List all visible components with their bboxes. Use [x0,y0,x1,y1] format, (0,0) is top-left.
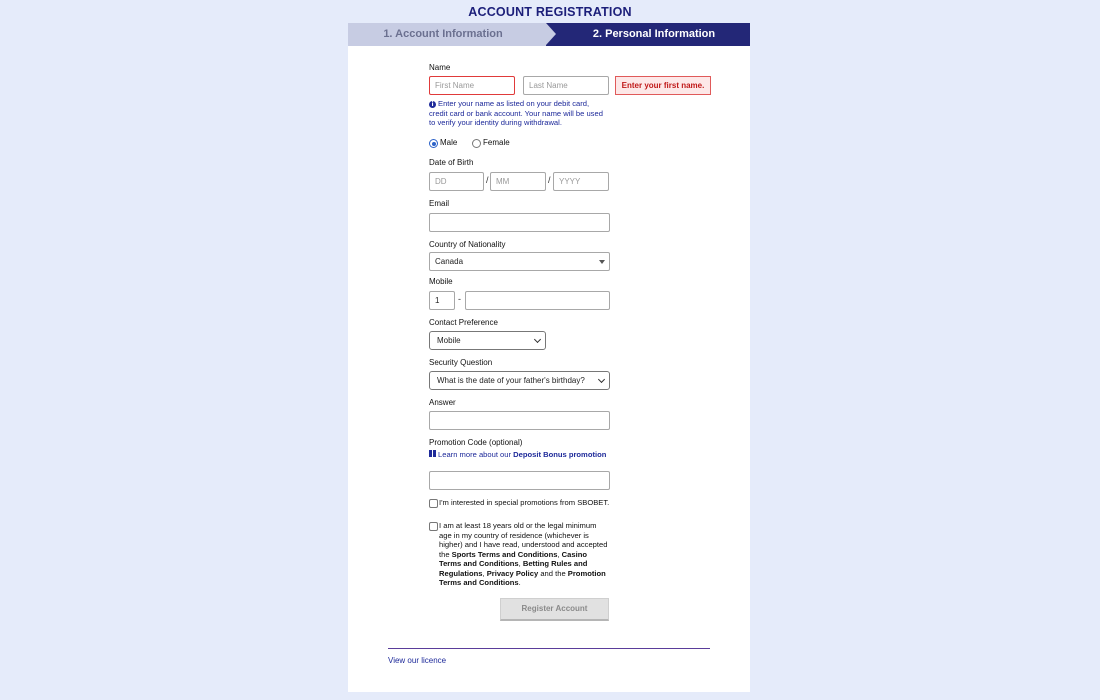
last-name-input[interactable]: Last Name [523,76,609,95]
promotion-terms-link[interactable]: Promotion Terms and Conditions [439,568,606,587]
dob-day-input[interactable]: DD [429,172,484,191]
step-arrow [546,23,556,45]
terms-text: , [557,549,562,559]
name-label: Name [429,63,451,72]
privacy-policy-link[interactable]: Privacy Policy [486,568,539,578]
terms-text: . [518,578,521,587]
casino-terms-link[interactable]: Casino Terms and Conditions [439,549,587,568]
chevron-down-icon [599,260,605,264]
terms-text: I am at least 18 years old or the legal minimum age in my country of residence (whichever is higher) and I have read, understood and accepted the [439,521,608,559]
promo-code-input[interactable] [429,471,610,490]
registration-card [348,46,750,692]
country-value: Canada [435,257,464,266]
male-radio[interactable] [429,139,438,148]
security-question-label: Security Question [429,358,493,367]
name-info [429,99,609,128]
promo-link-prefix: Learn more about our [438,450,514,459]
step-label: 2. Personal Information [592,28,716,40]
female-label: Female [483,138,510,147]
mobile-country-code-input[interactable]: 1 [429,291,455,310]
register-account-button[interactable]: Register Account [500,598,609,621]
mobile-label: Mobile [429,277,453,286]
male-label: Male [440,138,458,147]
promotions-checkbox[interactable] [429,499,438,508]
security-question-value: What is the date of your father's birthday? [437,376,585,385]
email-label: Email [429,199,450,208]
step-progress [348,23,750,46]
contact-preference-select[interactable] [429,331,546,350]
footer-divider [388,648,710,649]
contact-preference-value: Mobile [437,336,461,345]
step-account-information [348,23,558,46]
first-name-input[interactable]: First Name [429,76,515,95]
step-personal-information [546,23,750,46]
name-info-text: Enter your name as listed on your debit card, credit card or bank account. Your name will be used to verify your identity during withdrawal. [429,99,603,127]
dob-separator: / [486,175,489,185]
info-icon: i [429,101,436,108]
step-label: 1. Account Information [383,28,503,40]
promotions-checkbox-label: I'm interested in special promotions from SBOBET. [439,498,610,507]
answer-input[interactable] [429,411,610,430]
chevron-down-icon [598,376,605,383]
dob-separator: / [548,175,551,185]
terms-checkbox[interactable] [429,522,438,531]
terms-checkbox-label [439,521,611,588]
view-licence-link[interactable]: View our licence [388,656,447,665]
dob-month-input[interactable]: MM [490,172,546,191]
promo-link-bold[interactable]: Deposit Bonus promotion [513,450,607,459]
sports-terms-link[interactable]: Sports Terms and Conditions [451,549,558,559]
security-question-select[interactable] [429,371,610,390]
terms-text: , [518,559,523,568]
female-radio[interactable] [472,139,481,148]
email-input[interactable] [429,213,610,232]
terms-text: and the [538,568,568,578]
page-title: ACCOUNT REGISTRATION [468,5,632,19]
terms-text: , [482,568,487,578]
contact-preference-label: Contact Preference [429,318,498,327]
answer-label: Answer [429,398,456,407]
chevron-down-icon [534,336,541,343]
first-name-error: Enter your first name. [615,76,711,95]
dob-year-input[interactable]: YYYY [553,172,609,191]
dob-label: Date of Birth [429,158,474,167]
mobile-number-input[interactable] [465,291,610,310]
promo-code-label: Promotion Code (optional) [429,438,523,447]
country-select[interactable] [429,252,610,271]
mobile-separator: - [458,294,461,304]
country-label: Country of Nationality [429,240,506,249]
gift-icon [429,450,436,457]
betting-rules-link[interactable]: Betting Rules and Regulations [439,559,588,578]
deposit-bonus-link[interactable] [429,450,609,460]
